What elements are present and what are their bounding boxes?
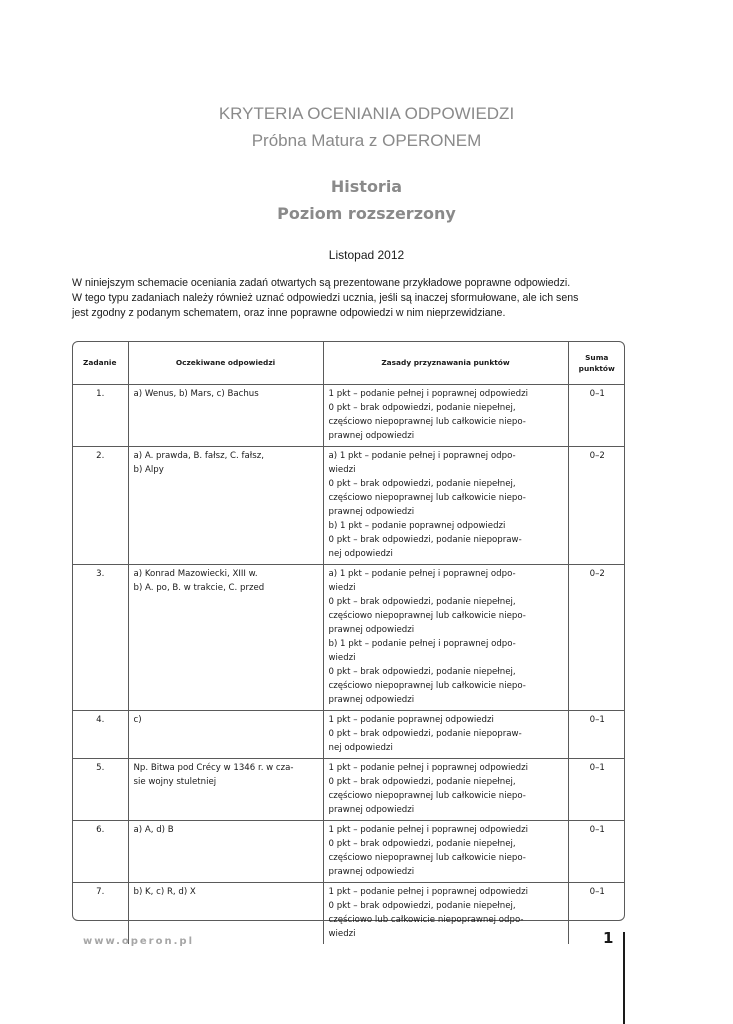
rule-line: 1 pkt – podanie pełnej i poprawnej odpowiedzi — [328, 887, 529, 897]
rule-line: 0 pkt – brak odpowiedzi, podanie niepopraw- — [328, 535, 522, 545]
answer-line: sie wojny stuletniej — [133, 777, 217, 787]
rule-line: 0 pkt – brak odpowiedzi, podanie niepełnej, — [328, 901, 516, 911]
task-number: 4. — [72, 711, 128, 759]
page-edge-rule — [623, 932, 625, 1024]
rule-line: 0 pkt – brak odpowiedzi, podanie niepełnej, — [328, 597, 516, 607]
rule-line: wiedzi — [328, 929, 356, 939]
rule-line: częściowo lub całkowicie niepoprawnej odpo- — [328, 915, 524, 925]
document-title: KRYTERIA OCENIANIA ODPOWIEDZI — [218, 104, 515, 123]
expected-answer — [128, 821, 323, 883]
header-points-line: Suma — [585, 352, 609, 362]
footer-url: www.operon.pl — [83, 936, 194, 947]
rule-line: 0 pkt – brak odpowiedzi, podanie niepełnej, — [328, 839, 516, 849]
rule-line: 1 pkt – podanie pełnej i poprawnej odpowiedzi — [328, 763, 529, 773]
rule-line: 0 pkt – brak odpowiedzi, podanie niepełnej, — [328, 403, 516, 413]
rule-line: b) 1 pkt – podanie poprawnej odpowiedzi — [328, 521, 506, 531]
header-expected-answers: Oczekiwane odpowiedzi — [128, 341, 323, 385]
rule-line: b) 1 pkt – podanie pełnej i poprawnej odpo- — [328, 639, 516, 649]
scoring-rules — [323, 447, 568, 565]
table-row — [72, 883, 625, 945]
header-task: Zadanie — [72, 341, 128, 385]
rule-line: prawnej odpowiedzi — [328, 695, 415, 705]
header-points-line: punktów — [578, 363, 615, 373]
expected-answer — [128, 565, 323, 711]
scoring-rules — [323, 883, 568, 945]
rule-line: 0 pkt – brak odpowiedzi, podanie niepopraw- — [328, 729, 522, 739]
intro-line: jest zgodny z podanym schematem, oraz inne poprawne odpowiedzi w nim nieprzewidziane. — [72, 307, 506, 319]
answer-line: b) Alpy — [133, 465, 164, 475]
answer-line: b) A. po, B. w trakcie, C. przed — [133, 583, 265, 593]
rule-line: nej odpowiedzi — [328, 549, 393, 559]
rule-line: a) 1 pkt – podanie pełnej i poprawnej odpo- — [328, 569, 516, 579]
subject-heading: Historia — [330, 177, 403, 196]
answer-line: a) A. prawda, B. fałsz, C. fałsz, — [133, 451, 264, 461]
intro-line: W niniejszym schemacie oceniania zadań otwartych są prezentowane przykładowe poprawne odpowiedzi. — [72, 277, 571, 289]
rule-line: nej odpowiedzi — [328, 743, 393, 753]
table-row — [72, 565, 625, 711]
rule-line: wiedzi — [328, 465, 356, 475]
expected-answer — [128, 711, 323, 759]
answer-line: Np. Bitwa pod Crécy w 1346 r. w cza- — [133, 763, 294, 773]
rule-line: prawnej odpowiedzi — [328, 625, 415, 635]
table-row — [72, 711, 625, 759]
rule-line: częściowo niepoprawnej lub całkowicie niepo- — [328, 791, 526, 801]
document-subtitle: Próbna Matura z OPERONEM — [251, 131, 482, 150]
rule-line: częściowo niepoprawnej lub całkowicie niepo- — [328, 681, 526, 691]
intro-paragraph — [72, 276, 632, 321]
rule-line: 0 pkt – brak odpowiedzi, podanie niepełnej, — [328, 777, 516, 787]
expected-answer — [128, 883, 323, 945]
rule-line: 1 pkt – podanie poprawnej odpowiedzi — [328, 715, 494, 725]
intro-line: W tego typu zadaniach należy również uznać odpowiedzi ucznia, jeśli są inaczej sformułowane, ale ich sens — [72, 292, 579, 304]
task-number: 6. — [72, 821, 128, 883]
table-row — [72, 447, 625, 565]
rule-line: prawnej odpowiedzi — [328, 867, 415, 877]
answer-line: a) A, d) B — [133, 825, 174, 835]
answer-line: b) K, c) R, d) X — [133, 887, 196, 897]
expected-answer — [128, 759, 323, 821]
task-number: 7. — [96, 887, 105, 897]
answer-line: a) Konrad Mazowiecki, XIII w. — [133, 569, 258, 579]
points-range: 0–1 — [568, 711, 625, 759]
task-number: 2. — [72, 447, 128, 565]
scoring-rules — [323, 821, 568, 883]
header-scoring-rules: Zasady przyznawania punktów — [323, 341, 568, 385]
points-range: 0–1 — [568, 883, 625, 945]
rule-line: częściowo niepoprawnej lub całkowicie niepo- — [328, 853, 526, 863]
rule-line: 0 pkt – brak odpowiedzi, podanie niepełnej, — [328, 667, 516, 677]
rule-line: wiedzi — [328, 653, 356, 663]
table-row — [72, 821, 625, 883]
table-body — [72, 385, 625, 945]
rule-line: częściowo niepoprawnej lub całkowicie niepo- — [328, 493, 526, 503]
rule-line: częściowo niepoprawnej lub całkowicie niepo- — [328, 611, 526, 621]
points-range: 0–1 — [568, 821, 625, 883]
points-range: 0–1 — [568, 759, 625, 821]
level-heading: Poziom rozszerzony — [277, 204, 456, 223]
task-number: 5. — [72, 759, 128, 821]
rule-line: prawnej odpowiedzi — [328, 805, 415, 815]
scoring-rules — [323, 565, 568, 711]
scoring-rules — [323, 711, 568, 759]
table-header-row — [72, 341, 625, 385]
rule-line: częściowo niepoprawnej lub całkowicie niepo- — [328, 417, 526, 427]
rule-line: prawnej odpowiedzi — [328, 431, 415, 441]
header-points — [568, 341, 625, 385]
expected-answer — [128, 385, 323, 447]
rule-line: wiedzi — [328, 583, 356, 593]
table-row — [72, 385, 625, 447]
scoring-rules — [323, 759, 568, 821]
scoring-rules — [323, 385, 568, 447]
table-row — [72, 759, 625, 821]
points-range: 0–1 — [568, 385, 625, 447]
rule-line: 1 pkt – podanie pełnej i poprawnej odpowiedzi — [328, 389, 529, 399]
document-date: Listopad 2012 — [328, 248, 405, 262]
answer-line: c) — [133, 715, 142, 725]
task-number: 1. — [72, 385, 128, 447]
points-range: 0–2 — [568, 565, 625, 711]
points-range: 0–2 — [568, 447, 625, 565]
answer-line: a) Wenus, b) Mars, c) Bachus — [133, 389, 259, 399]
rule-line: 1 pkt – podanie pełnej i poprawnej odpowiedzi — [328, 825, 529, 835]
rule-line: 0 pkt – brak odpowiedzi, podanie niepełnej, — [328, 479, 516, 489]
task-number: 3. — [72, 565, 128, 711]
expected-answer — [128, 447, 323, 565]
grading-table — [72, 341, 625, 944]
rule-line: a) 1 pkt – podanie pełnej i poprawnej odpo- — [328, 451, 516, 461]
page-number: 1 — [603, 929, 614, 947]
rule-line: prawnej odpowiedzi — [328, 507, 415, 517]
